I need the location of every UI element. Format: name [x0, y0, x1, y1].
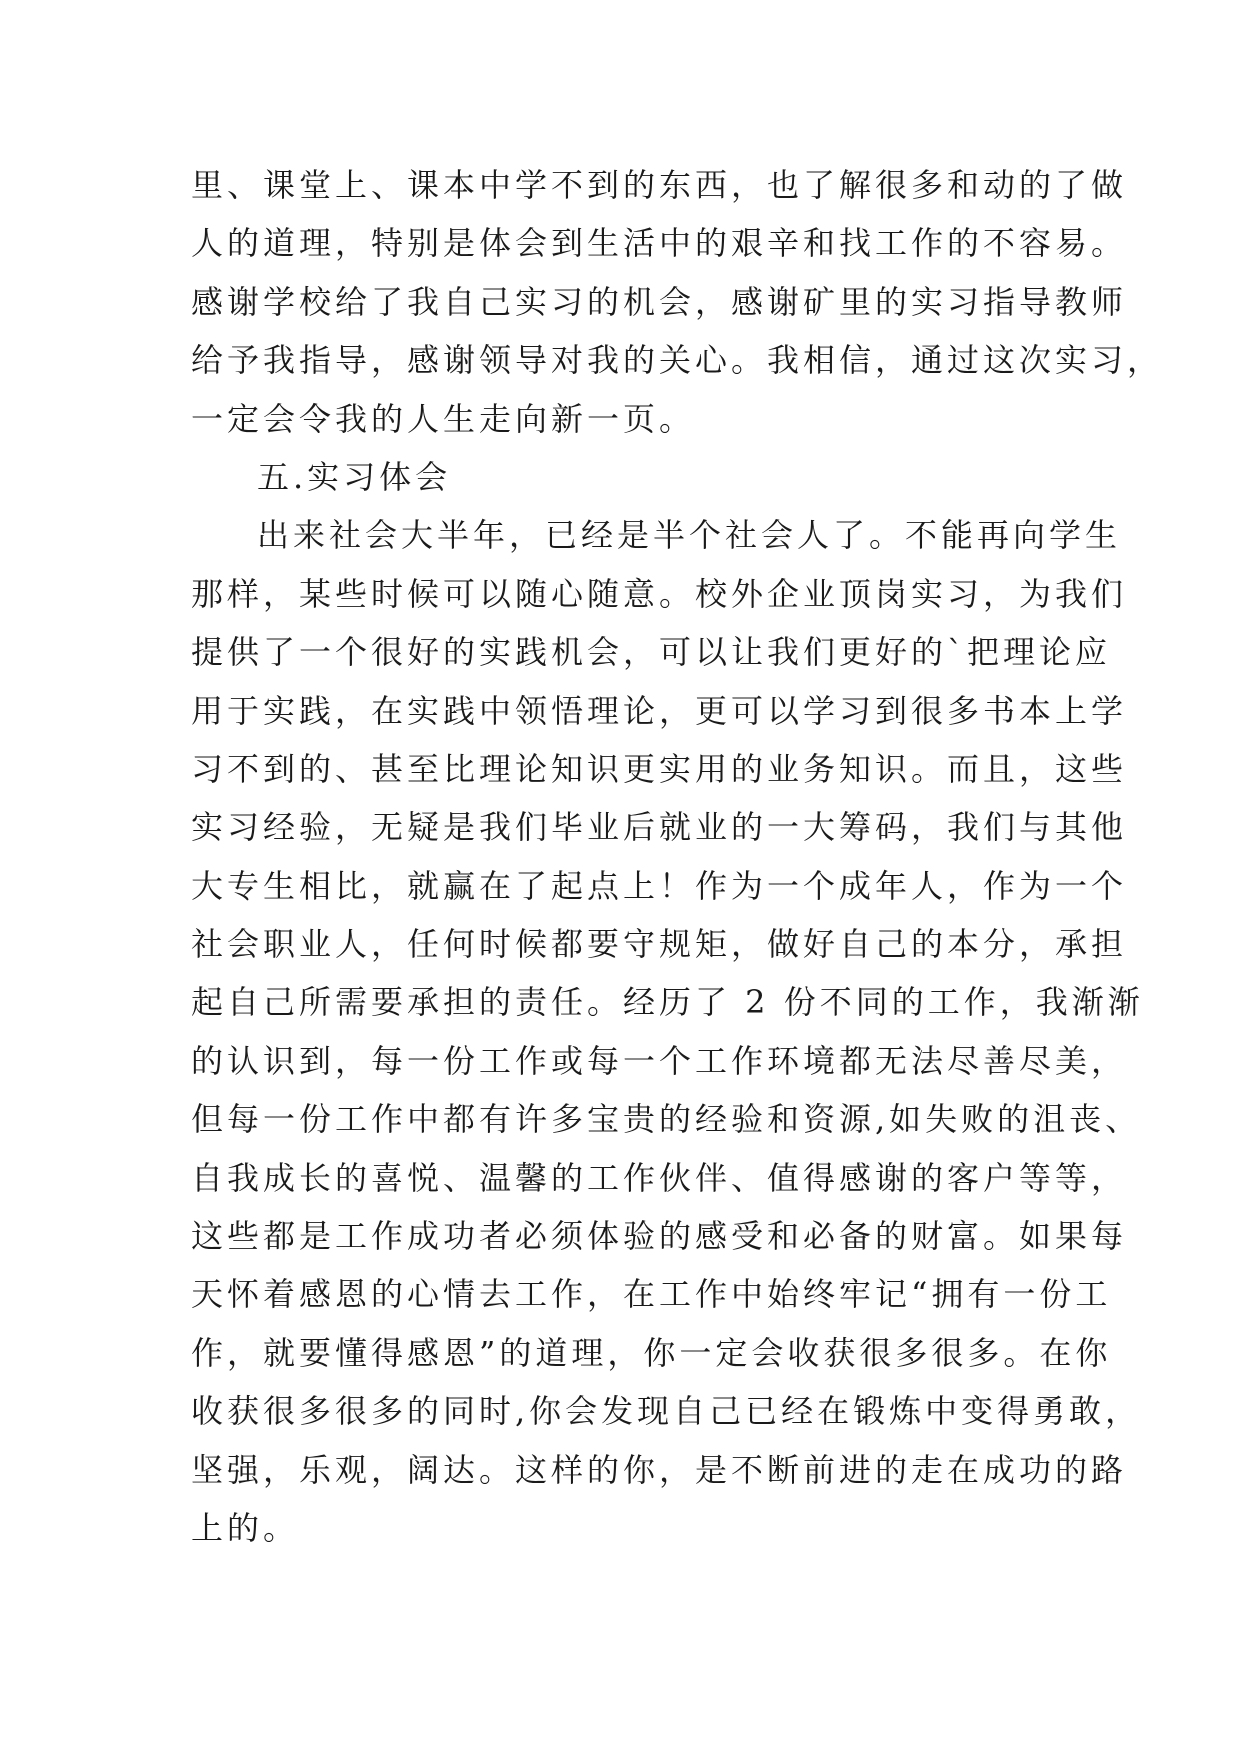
text-line: 天怀着感恩的心情去工作，在工作中始终牢记“拥有一份工: [191, 1275, 1112, 1314]
text-line: 上的。: [191, 1508, 300, 1547]
text-line: 实习经验，无疑是我们毕业后就业的一大筹码，我们与其他: [191, 808, 1128, 847]
text-line: 人的道理，特别是体会到生活中的艰辛和找工作的不容易。: [191, 224, 1128, 263]
section-heading: 五.实习体会: [257, 457, 452, 496]
text-line: 坚强，乐观，阔达。这样的你，是不断前进的走在成功的路: [191, 1450, 1128, 1489]
text-line: 社会职业人，任何时候都要守规矩，做好自己的本分，承担: [191, 925, 1128, 964]
text-line: 给予我指导，感谢领导对我的关心。我相信，通过这次实习，: [191, 341, 1164, 380]
text-line: 自我成长的喜悦、温馨的工作伙伴、值得感谢的客户等等，: [191, 1158, 1128, 1197]
text-line: 提供了一个很好的实践机会，可以让我们更好的`把理论应: [191, 633, 1112, 672]
text-line: 的认识到，每一份工作或每一个工作环境都无法尽善尽美，: [191, 1041, 1128, 1080]
text-line: 用于实践，在实践中领悟理论，更可以学习到很多书本上学: [191, 691, 1128, 730]
text-line: 习不到的、甚至比理论知识更实用的业务知识。而且，这些: [191, 749, 1128, 788]
text-line: 起自己所需要承担的责任。经历了 2 份不同的工作，我渐渐: [191, 983, 1144, 1022]
text-line: 感谢学校给了我自己实习的机会，感谢矿里的实习指导教师: [191, 282, 1128, 321]
text-line: 一定会令我的人生走向新一页。: [191, 399, 696, 438]
text-line: 里、课堂上、课本中学不到的东西，也了解很多和动的了做: [191, 166, 1128, 204]
text-line: 大专生相比，就赢在了起点上！作为一个成年人，作为一个: [191, 866, 1128, 905]
body-text: [191, 156, 1164, 1557]
text-line: 那样，某些时候可以随心随意。校外企业顶岗实习，为我们: [191, 574, 1128, 613]
text-line: 出来社会大半年，已经是半个社会人了。不能再向学生: [257, 516, 1122, 555]
text-line: 但每一份工作中都有许多宝贵的经验和资源,如失败的沮丧、: [191, 1100, 1142, 1139]
text-line: 作，就要懂得感恩”的道理，你一定会收获很多很多。在你: [191, 1333, 1112, 1372]
text-line: 收获很多很多的同时,你会发现自己已经在锻炼中变得勇敢，: [191, 1392, 1142, 1431]
text-line: 这些都是工作成功者必须体验的感受和必备的财富。如果每: [191, 1217, 1128, 1256]
